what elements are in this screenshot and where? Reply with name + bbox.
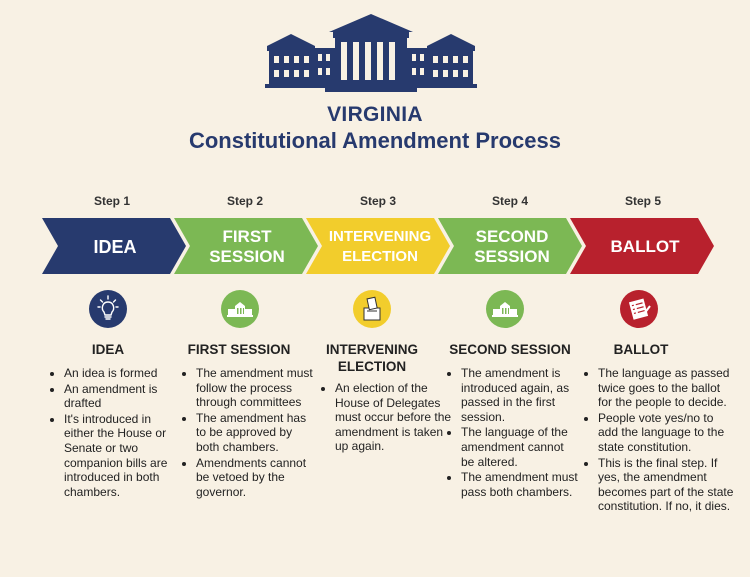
list-item: • It's introduced in either the House or Senate or two companion bills are introduced in both chambers. [64,412,176,500]
list-item: • People vote yes/no to add the language to the state constitution. [598,411,736,455]
list-item: • An election of the House of Delegates must occur before the amendment is taken up again. [335,381,453,454]
step-label-2: Step 2 [226,194,263,208]
list-item: • An idea is formed [64,366,176,381]
page-subtitle: Constitutional Amendment Process [188,128,561,153]
step-label-1: Step 1 [93,194,130,208]
bullets-ballot [584,366,736,515]
step-heading-first-session: FIRST SESSION [187,342,291,357]
chevron-text-intervening-election: INTERVENING ELECTION [328,228,432,265]
chevron-text-idea: IDEA [93,237,137,257]
step-heading-idea: IDEA [91,342,125,357]
capitol-building-icon [265,10,477,92]
list-item: • The amendment has to be approved by both chambers. [196,411,316,455]
bullets-second-session [447,366,579,500]
lightbulb-icon [89,290,127,328]
list-item: • This is the final step. If yes, the amendment becomes part of the state constitution. If no, it dies. [598,456,736,514]
bullets-first-session [182,366,316,500]
chevron-text-first-session: FIRST SESSION [209,227,285,266]
list-item: • Amendments cannot be vetoed by the governor. [196,456,316,500]
list-item: • The language as passed twice goes to the ballot for the people to decide. [598,366,736,410]
chevron-text-second-session: SECOND SESSION [474,227,550,266]
list-item: • The language of the amendment cannot be altered. [461,425,579,469]
list-item: • An amendment is drafted [64,382,176,411]
step-heading-intervening-election: INTERVENING ELECTION [325,342,418,374]
list-item: • The amendment must follow the process through committees [196,366,316,410]
step-heading-second-session: SECOND SESSION [449,342,571,357]
step-label-4: Step 4 [491,194,528,208]
step-heading-ballot: BALLOT [613,342,669,357]
step-label-3: Step 3 [359,194,396,208]
step-label-5: Step 5 [624,194,661,208]
ballot-icon [620,290,658,328]
capitol-icon [221,290,259,328]
chevron-text-ballot: BALLOT [610,237,680,256]
bullets-idea [50,366,176,500]
ballot-box-icon [353,290,391,328]
list-item: • The amendment is introduced again, as passed in the first session. [461,366,579,424]
capitol-icon [486,290,524,328]
bullets-intervening-election [321,381,453,455]
list-item: • The amendment must pass both chambers. [461,470,579,499]
page-title: VIRGINIA [327,103,423,126]
